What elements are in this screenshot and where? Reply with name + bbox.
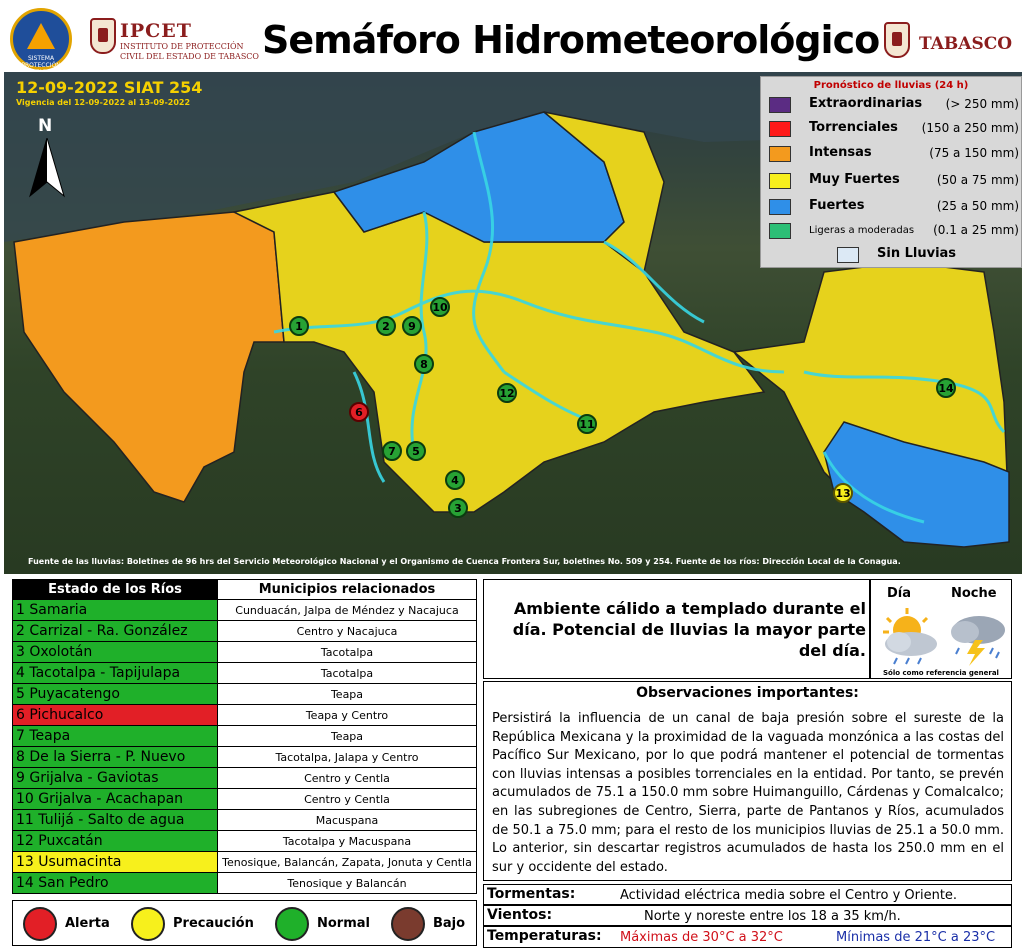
- river-station-12[interactable]: 12: [497, 383, 517, 403]
- legend-label: Ligeras a moderadas: [809, 225, 915, 236]
- rain-legend: [760, 76, 1022, 268]
- storms-value: Actividad eléctrica media sobre el Centro y Oriente.: [620, 888, 958, 903]
- bajo-dot-icon: [391, 907, 425, 941]
- bulletin-date: 12-09-2022 SIAT 254: [16, 78, 203, 97]
- municipality-cell: Centro y Nacajuca: [218, 621, 477, 642]
- header: [0, 0, 1024, 72]
- river-station-7[interactable]: 7: [382, 441, 402, 461]
- legend-item-intensas: [769, 142, 1019, 164]
- river-station-13[interactable]: 13: [833, 483, 853, 503]
- night-label: Noche: [951, 586, 997, 601]
- river-station-14[interactable]: 14: [936, 378, 956, 398]
- legend-item-sin-lluvias: [837, 243, 1007, 265]
- table-row: [13, 873, 477, 894]
- legend-precaucion-label: Precaución: [173, 916, 254, 931]
- river-name-cell: 12 Puxcatán: [13, 831, 218, 852]
- table-row: [13, 663, 477, 684]
- ambient-forecast-text: Ambiente cálido a templado durante el día. Potencial de lluvias la mayor parte del día.: [512, 599, 866, 660]
- legend-label: Extraordinarias: [809, 96, 923, 111]
- river-station-9[interactable]: 9: [402, 316, 422, 336]
- observations-text: Persistirá la influencia de un canal de baja presión sobre el sureste de la República Mexicana y la proximidad de la vaguada monzónica a las costas del Pacífico Sur Mexicano, por lo que podrá mantener el potencial de tormentas con lluvias intensas a posibles torrenciales en la entidad. Por tanto, se prevén acumulados de 75.1 a 150.0 mm sobre Huimanguillo, Cárdenas y Comalcalco; en las subregiones de Centro, Sierra, parte de Pantanos y Ríos, acumulados de 50.1 a 75.0 mm; para el resto de los municipios lluvias de 25.1 a 50.0 mm. Lo anterior, sin descartar registros acumulados de hasta los 250.0 mm en el sur y occidente del estado.: [492, 711, 1004, 875]
- municipality-cell: Centro y Centla: [218, 789, 477, 810]
- river-station-3[interactable]: 3: [448, 498, 468, 518]
- river-name-cell: 13 Usumacinta: [13, 852, 218, 873]
- legend-swatch: [769, 199, 791, 215]
- temperatures-row: [483, 926, 1012, 948]
- table-row: [13, 810, 477, 831]
- day-label: Día: [887, 586, 912, 601]
- legend-label: Intensas: [809, 145, 872, 160]
- river-name-cell: 9 Grijalva - Gaviotas: [13, 768, 218, 789]
- legend-item-extraordinarias: [769, 93, 1019, 115]
- municipality-cell: Tenosique, Balancán, Zapata, Jonuta y Centla: [218, 852, 477, 873]
- legend-range: (75 a 150 mm): [929, 146, 1019, 160]
- river-status-legend: [12, 900, 477, 946]
- weather-icons-box: [870, 579, 1012, 679]
- tabasco-crest-icon: [884, 22, 910, 58]
- river-station-8[interactable]: 8: [414, 354, 434, 374]
- org-name: IPCET: [120, 20, 192, 42]
- municipality-cell: Tenosique y Balancán: [218, 873, 477, 894]
- triangle-icon: [27, 23, 55, 49]
- table-row: [13, 768, 477, 789]
- north-arrow-icon: [24, 116, 70, 196]
- legend-label: Torrenciales: [809, 120, 898, 135]
- legend-swatch: [769, 97, 791, 113]
- river-name-cell: 5 Puyacatengo: [13, 684, 218, 705]
- proteccion-civil-logo: [10, 8, 72, 70]
- table-row: [13, 642, 477, 663]
- river-name-cell: 10 Grijalva - Acachapan: [13, 789, 218, 810]
- bulletin-validity: Vigencia del 12-09-2022 al 13-09-2022: [16, 98, 191, 107]
- north-label: N: [38, 116, 53, 136]
- alerta-dot-icon: [23, 907, 57, 941]
- river-station-11[interactable]: 11: [577, 414, 597, 434]
- ambient-forecast-box: [483, 579, 870, 679]
- legend-range: (0.1 a 25 mm): [933, 223, 1019, 237]
- table-row: [13, 600, 477, 621]
- legend-swatch: [769, 146, 791, 162]
- legend-label: Muy Fuertes: [809, 172, 900, 187]
- max-temperature: Máximas de 30°C a 32°C: [620, 930, 783, 945]
- legend-item-torrenciales: [769, 117, 1019, 139]
- river-station-10[interactable]: 10: [430, 297, 450, 317]
- municipality-column-header: Municipios relacionados: [218, 580, 477, 600]
- river-station-1[interactable]: 1: [289, 316, 309, 336]
- municipality-cell: Centro y Centla: [218, 768, 477, 789]
- winds-value: Norte y noreste entre los 18 a 35 km/h.: [644, 909, 901, 924]
- table-row: [13, 705, 477, 726]
- legend-title: Pronóstico de lluvias (24 h): [813, 80, 969, 91]
- legend-range: (50 a 75 mm): [936, 173, 1019, 187]
- state-name: TABASCO: [919, 34, 1013, 54]
- river-name-cell: 11 Tulijá - Salto de agua: [13, 810, 218, 831]
- table-row: [13, 831, 477, 852]
- table-row: [13, 684, 477, 705]
- municipality-cell: Macuspana: [218, 810, 477, 831]
- table-row: [13, 789, 477, 810]
- winds-label: Vientos:: [487, 907, 553, 923]
- min-temperature: Mínimas de 21°C a 23°C: [836, 930, 996, 945]
- legend-item-ligeras: [769, 219, 1019, 241]
- legend-label: Fuertes: [809, 198, 865, 213]
- river-name-cell: 1 Samaria: [13, 600, 218, 621]
- legend-range: (> 250 mm): [945, 97, 1019, 111]
- table-row: [13, 852, 477, 873]
- river-name-cell: 4 Tacotalpa - Tapijulapa: [13, 663, 218, 684]
- legend-item-fuertes: [769, 195, 1019, 217]
- legend-bajo-label: Bajo: [433, 916, 466, 931]
- table-row: [13, 747, 477, 768]
- legend-label: Sin Lluvias: [877, 246, 957, 261]
- rivers-table-body: [13, 600, 477, 894]
- river-station-6[interactable]: 6: [349, 402, 369, 422]
- river-name-cell: 8 De la Sierra - P. Nuevo: [13, 747, 218, 768]
- map-source-note: Fuente de las lluvias: Boletines de 96 hrs del Servicio Meteorológico Nacional y el Organismo de Cuenca Frontera Sur, boletines No. 509 y 254. Fuente de los ríos: Dirección Local de la Conagua.: [28, 557, 901, 566]
- precaucion-dot-icon: [131, 907, 165, 941]
- table-header-row: [13, 580, 477, 600]
- municipality-cell: Tacotalpa: [218, 642, 477, 663]
- rain-forecast-map: [4, 72, 1022, 574]
- storms-label: Tormentas:: [487, 886, 576, 902]
- municipality-cell: Tacotalpa: [218, 663, 477, 684]
- river-name-cell: 3 Oxolotán: [13, 642, 218, 663]
- observations-box: [483, 681, 1012, 881]
- compass-arrow: [24, 138, 70, 198]
- river-column-header: Estado de los Ríos: [13, 580, 218, 600]
- temperatures-label: Temperaturas:: [487, 928, 602, 944]
- thunderstorm-icon: [945, 608, 1009, 666]
- rivers-status-table: [12, 579, 477, 894]
- river-station-5[interactable]: 5: [406, 441, 426, 461]
- legend-range: (150 a 250 mm): [921, 121, 1019, 135]
- legend-alerta-label: Alerta: [65, 916, 110, 931]
- table-row: [13, 621, 477, 642]
- municipality-cell: Tacotalpa, Jalapa y Centro: [218, 747, 477, 768]
- page-title: Semáforo Hidrometeorológico: [262, 18, 880, 62]
- river-name-cell: 2 Carrizal - Ra. González: [13, 621, 218, 642]
- legend-swatch: [769, 223, 791, 239]
- river-name-cell: 6 Pichucalco: [13, 705, 218, 726]
- normal-dot-icon: [275, 907, 309, 941]
- winds-row: [483, 905, 1012, 926]
- river-station-4[interactable]: 4: [445, 470, 465, 490]
- municipality-cell: Teapa y Centro: [218, 705, 477, 726]
- partly-cloudy-rain-icon: [877, 608, 941, 666]
- ipcet-crest-icon: [90, 18, 116, 54]
- legend-swatch: [837, 247, 859, 263]
- legend-item-muy-fuertes: [769, 169, 1019, 191]
- municipality-cell: Tacotalpa y Macuspana: [218, 831, 477, 852]
- river-name-cell: 7 Teapa: [13, 726, 218, 747]
- table-row: [13, 726, 477, 747]
- legend-range: (25 a 50 mm): [936, 199, 1019, 213]
- weather-reference-note: Sólo como referencia general: [883, 669, 999, 677]
- river-name-cell: 14 San Pedro: [13, 873, 218, 894]
- observations-title: Observaciones importantes:: [636, 685, 859, 701]
- org-subtitle: INSTITUTO DE PROTECCIÓN CIVIL DEL ESTADO DE TABASCO: [120, 42, 259, 61]
- storms-row: [483, 884, 1012, 905]
- logo-left-text: SISTEMA PROTECCIÓN: [21, 55, 61, 69]
- legend-swatch: [769, 121, 791, 137]
- municipality-cell: Cunduacán, Jalpa de Méndez y Nacajuca: [218, 600, 477, 621]
- river-station-2[interactable]: 2: [376, 316, 396, 336]
- legend-swatch: [769, 173, 791, 189]
- region-intensas: [14, 212, 284, 502]
- legend-normal-label: Normal: [317, 916, 370, 931]
- municipality-cell: Teapa: [218, 684, 477, 705]
- municipality-cell: Teapa: [218, 726, 477, 747]
